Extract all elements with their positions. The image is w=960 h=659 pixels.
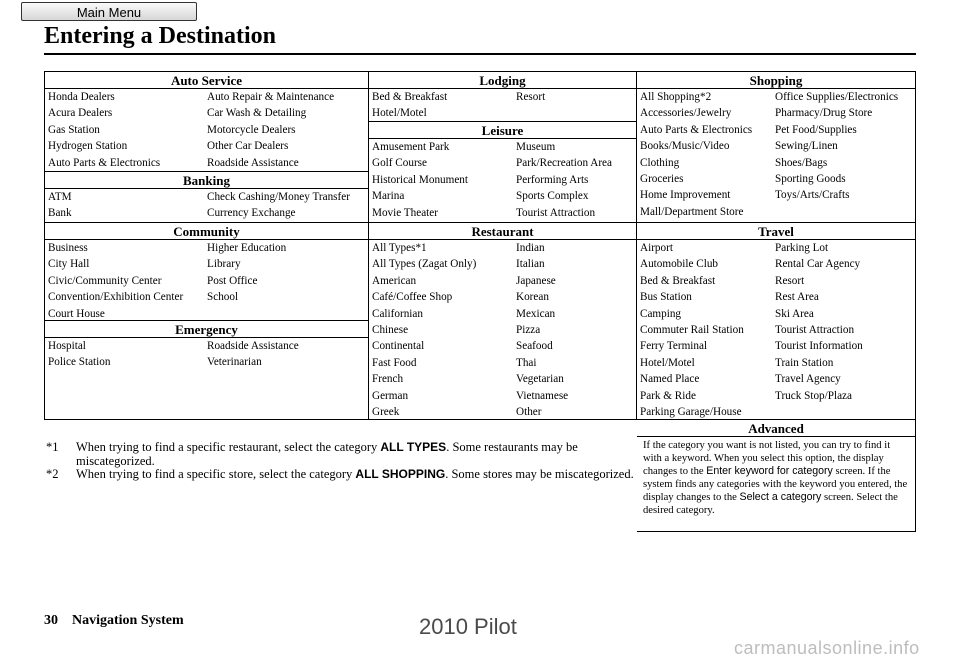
footnote-text: [76, 467, 636, 481]
advanced-text: screen. If the system finds any categories with the keyword you entered, the display changes to the: [643, 466, 908, 503]
category-item: Amusement Park: [372, 141, 450, 153]
section-header: Advanced: [637, 420, 915, 437]
category-grid: [637, 240, 915, 420]
category-item: Thai: [516, 356, 537, 369]
category-item: Historical Monument: [372, 173, 469, 186]
category-item: Groceries: [640, 173, 684, 186]
category-item: Veterinarian: [207, 356, 262, 369]
category-item: Travel Agency: [775, 373, 841, 386]
category-item: Tourist Attraction: [775, 324, 855, 337]
category-item: Hospital: [48, 340, 86, 352]
category-item: Court House: [48, 307, 105, 320]
category-item: Fast Food: [372, 356, 417, 369]
footnote-text-part: . Some stores may be miscategorized.: [445, 467, 634, 481]
category-item: Park/Recreation Area: [516, 157, 612, 170]
category-grid: [45, 89, 368, 171]
category-item: Airport: [640, 242, 673, 254]
category-item: Hydrogen Station: [48, 140, 128, 153]
advanced-keyword: Enter keyword for category: [706, 465, 833, 477]
category-item: Check Cashing/Money Transfer: [207, 191, 350, 203]
model-watermark: 2010 Pilot: [419, 614, 517, 639]
category-item: American: [372, 274, 417, 287]
category-grid: [45, 338, 368, 371]
category-item: Bed & Breakfast: [372, 91, 448, 103]
category-item: Library: [207, 258, 241, 271]
category-grid: [369, 139, 636, 221]
category-item: Sewing/Linen: [775, 140, 838, 153]
category-item: Greek: [372, 406, 400, 419]
category-item: Business: [48, 242, 88, 254]
category-item: Office Supplies/Electronics: [775, 91, 899, 103]
category-item: Bank: [48, 207, 72, 220]
category-item: Named Place: [640, 373, 700, 386]
category-item: Vietnamese: [516, 389, 569, 402]
footnote-mark: *1: [46, 440, 59, 454]
category-item: Rest Area: [775, 291, 819, 304]
category-item: Higher Education: [207, 242, 287, 254]
category-item: Convention/Exhibition Center: [48, 291, 184, 304]
category-item: [775, 204, 916, 220]
category-item: Marina: [372, 190, 405, 203]
section-header: Restaurant: [369, 223, 636, 240]
category-item: Auto Parts & Electronics: [640, 123, 753, 136]
section-travel: [637, 223, 916, 420]
category-item: Park & Ride: [640, 389, 696, 402]
category-item: Shoes/Bags: [775, 156, 828, 169]
category-item: Bed & Breakfast: [640, 274, 716, 287]
category-item: Tourist Attraction: [516, 206, 596, 219]
page-number: 30: [44, 613, 58, 628]
category-item: Ski Area: [775, 307, 814, 320]
category-item: French: [372, 373, 404, 386]
category-item: Resort: [775, 274, 805, 287]
category-item: Indian: [516, 242, 545, 254]
category-item: Hotel/Motel: [372, 107, 427, 120]
advanced-keyword: Select a category: [739, 491, 822, 503]
category-grid: [637, 89, 915, 220]
category-item: Italian: [516, 258, 545, 271]
category-grid: [369, 89, 636, 122]
category-grid: [369, 240, 636, 420]
category-item: Truck Stop/Plaza: [775, 389, 852, 402]
category-item: All Shopping*2: [640, 91, 712, 103]
title-divider: [44, 53, 916, 55]
category-item: Pharmacy/Drug Store: [775, 107, 873, 120]
category-item: Café/Coffee Shop: [372, 291, 453, 304]
footnote-text-part: When trying to find a specific restaurant, select the category: [76, 440, 381, 454]
section-header: Lodging: [369, 72, 636, 89]
category-item: Japanese: [516, 274, 556, 287]
category-item: Pet Food/Supplies: [775, 123, 857, 136]
category-item: All Types*1: [372, 242, 427, 254]
category-item: Police Station: [48, 356, 111, 369]
page-title: Entering a Destination: [44, 23, 277, 49]
category-item: Train Station: [775, 356, 834, 369]
advanced-text: If the category you want is not listed, you can try to find it with a keyword. When you select this option, the display changes to the: [643, 440, 891, 477]
category-item: Gas Station: [48, 123, 100, 136]
advanced-text: screen. Select the desired category.: [643, 492, 898, 516]
category-item: Commuter Rail Station: [640, 324, 744, 337]
category-item: Post Office: [207, 274, 258, 287]
category-item: [516, 105, 637, 121]
category-item: Chinese: [372, 324, 409, 337]
category-item: All Types (Zagat Only): [372, 258, 477, 271]
section-header: Shopping: [637, 72, 915, 89]
section-leisure: [369, 122, 637, 223]
category-item: Parking Lot: [775, 242, 829, 254]
section-header: Emergency: [45, 321, 368, 338]
category-item: Other: [516, 406, 542, 419]
footnote-text-part: . Some restaurants may be miscategorized.: [76, 440, 578, 468]
category-item: Mall/Department Store: [640, 205, 744, 218]
advanced-description: [637, 437, 915, 520]
footer-section-name: Navigation System: [72, 613, 184, 628]
section-banking: [44, 172, 369, 223]
category-item: City Hall: [48, 258, 90, 271]
category-item: Honda Dealers: [48, 91, 115, 103]
category-item: Movie Theater: [372, 206, 438, 219]
category-item: Mexican: [516, 307, 556, 320]
category-item: Other Car Dealers: [207, 140, 289, 153]
category-item: Parking Garage/House: [640, 406, 742, 419]
section-header: Leisure: [369, 122, 636, 139]
category-item: Resort: [516, 91, 546, 103]
category-item: Korean: [516, 291, 549, 304]
section-header: Auto Service: [45, 72, 368, 89]
section-lodging: [369, 71, 637, 122]
section-restaurant: [369, 223, 637, 420]
category-item: Currency Exchange: [207, 207, 296, 220]
category-item: Sporting Goods: [775, 173, 846, 186]
section-community: [44, 223, 369, 321]
category-item: Pizza: [516, 324, 541, 337]
category-item: Ferry Terminal: [640, 340, 708, 353]
footnote-text-part: When trying to find a specific store, select the category: [76, 467, 356, 481]
category-item: Car Wash & Detailing: [207, 107, 307, 120]
category-grid: [45, 240, 368, 322]
category-item: ATM: [48, 191, 72, 203]
category-item: Continental: [372, 340, 425, 353]
category-item: Toys/Arts/Crafts: [775, 189, 850, 202]
category-item: [207, 306, 370, 322]
category-item: Books/Music/Video: [640, 140, 730, 153]
category-item: Rental Car Agency: [775, 258, 861, 271]
category-item: Civic/Community Center: [48, 274, 162, 287]
category-item: Roadside Assistance: [207, 156, 299, 169]
category-item: Home Improvement: [640, 189, 731, 202]
section-header: Banking: [45, 172, 368, 189]
main-menu-button[interactable]: Main Menu: [21, 2, 197, 21]
category-item: Museum: [516, 141, 556, 153]
category-item: Performing Arts: [516, 173, 589, 186]
category-item: Tourist Information: [775, 340, 863, 353]
footnote-text: [76, 440, 636, 468]
category-item: School: [207, 291, 239, 304]
section-auto-service: [44, 71, 369, 172]
category-item: Automobile Club: [640, 258, 719, 271]
footnote-keyword: ALL TYPES: [380, 440, 447, 454]
footnote-1: [46, 440, 636, 468]
category-item: Seafood: [516, 340, 553, 353]
category-item: Golf Course: [372, 157, 427, 170]
section-emergency: [44, 321, 369, 420]
category-item: Accessories/Jewelry: [640, 107, 732, 120]
category-item: Acura Dealers: [48, 107, 113, 120]
category-item: Auto Repair & Maintenance: [207, 91, 335, 103]
section-shopping: [637, 71, 916, 223]
category-item: Bus Station: [640, 291, 692, 304]
category-item: Roadside Assistance: [207, 340, 299, 352]
category-item: Hotel/Motel: [640, 356, 695, 369]
section-header: Travel: [637, 223, 915, 240]
site-watermark: carmanualsonline.info: [734, 638, 920, 658]
page-footer: [44, 613, 184, 629]
category-item: Motorcycle Dealers: [207, 123, 296, 136]
category-item: Californian: [372, 307, 423, 320]
category-item: Auto Parts & Electronics: [48, 156, 161, 169]
footnote-mark: *2: [46, 467, 59, 481]
footnote-2: [46, 467, 636, 495]
category-item: Sports Complex: [516, 190, 589, 203]
category-item: Vegetarian: [516, 373, 564, 386]
category-item: Clothing: [640, 156, 680, 169]
category-item: [775, 404, 916, 420]
category-item: German: [372, 389, 409, 402]
category-grid: [45, 189, 368, 222]
category-item: Camping: [640, 307, 682, 320]
footnote-keyword: ALL SHOPPING: [355, 467, 446, 481]
section-header: Community: [45, 223, 368, 240]
section-advanced: [637, 420, 916, 532]
